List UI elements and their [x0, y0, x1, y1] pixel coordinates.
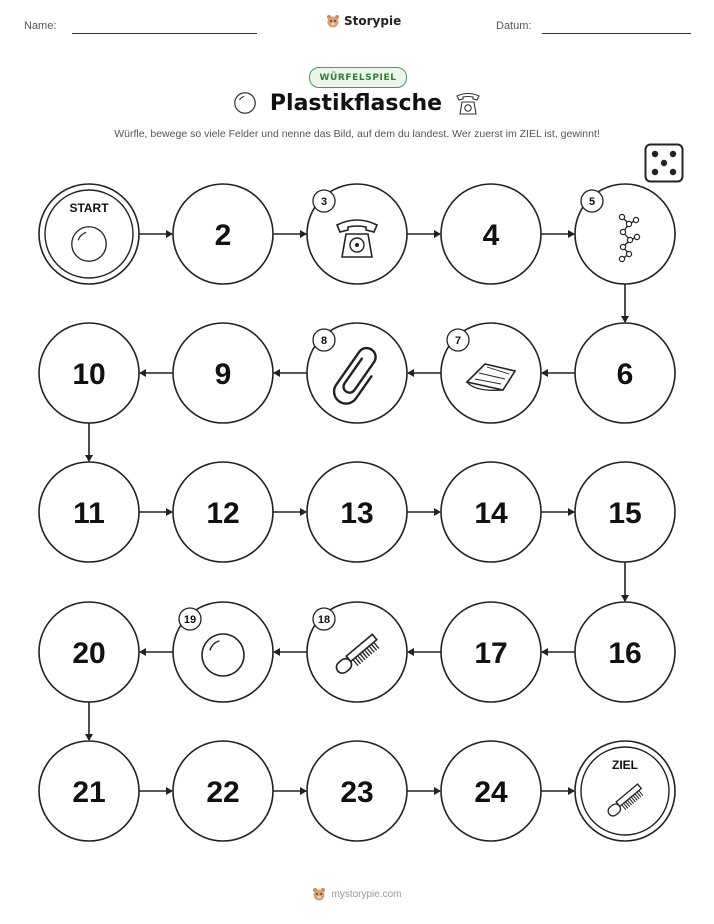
space-badge-number: 5 — [588, 196, 596, 208]
game-type-badge: WÜRFELSPIEL — [309, 67, 407, 88]
start-label: START — [69, 201, 109, 215]
board-space-15[interactable] — [575, 462, 675, 562]
space-number: 16 — [608, 637, 642, 670]
space-number: 6 — [616, 358, 634, 391]
space-number: 22 — [206, 776, 240, 809]
board-space-19[interactable] — [173, 602, 273, 702]
space-badge-number: 7 — [454, 335, 462, 347]
space-number: 9 — [214, 358, 232, 391]
board-space-16[interactable] — [575, 602, 675, 702]
board-space-7[interactable] — [441, 323, 541, 423]
board-space-9[interactable] — [173, 323, 273, 423]
space-number: 15 — [608, 497, 642, 530]
date-label: Datum: — [496, 20, 532, 32]
brand-name: Storypie — [344, 14, 402, 28]
board-space-18[interactable] — [307, 602, 407, 702]
space-number: 14 — [474, 497, 508, 530]
board-space-20[interactable] — [39, 602, 139, 702]
space-number: 4 — [482, 219, 500, 252]
board-space-24[interactable] — [441, 741, 541, 841]
space-number: 13 — [340, 497, 374, 530]
board-space-4[interactable] — [441, 184, 541, 284]
space-badge-number: 3 — [320, 196, 328, 208]
board-space-21[interactable] — [39, 741, 139, 841]
board-space-25[interactable] — [575, 741, 675, 841]
space-number: 12 — [206, 497, 240, 530]
name-label: Name: — [24, 20, 57, 32]
board-space-23[interactable] — [307, 741, 407, 841]
board-space-22[interactable] — [173, 741, 273, 841]
board-space-17[interactable] — [441, 602, 541, 702]
board-space-3[interactable] — [307, 184, 407, 284]
space-number: 21 — [72, 776, 106, 809]
board-space-1[interactable] — [39, 184, 139, 284]
board-space-14[interactable] — [441, 462, 541, 562]
space-badge-number: 18 — [317, 614, 331, 626]
board-space-5[interactable] — [575, 184, 675, 284]
footer-url: mystorypie.com — [331, 888, 402, 900]
space-badge-number: 8 — [320, 335, 328, 347]
board-space-10[interactable] — [39, 323, 139, 423]
space-number: 11 — [73, 497, 105, 530]
board-space-13[interactable] — [307, 462, 407, 562]
space-number: 24 — [474, 776, 508, 809]
space-number: 23 — [340, 776, 374, 809]
space-badge-number: 19 — [183, 614, 197, 626]
space-number: 2 — [214, 219, 232, 252]
space-number: 10 — [72, 358, 106, 391]
goal-label: ZIEL — [612, 758, 638, 772]
board-space-12[interactable] — [173, 462, 273, 562]
footer — [0, 887, 714, 901]
instructions: Würfle, bewege so viele Felder und nenne das Bild, auf dem du landest. Wer zuerst im ZIEL ist, gewinnt! — [114, 128, 600, 140]
board-space-6[interactable] — [575, 323, 675, 423]
board-space-2[interactable] — [173, 184, 273, 284]
bear-mascot-icon — [312, 887, 326, 901]
space-number: 17 — [474, 637, 508, 670]
board-space-11[interactable] — [39, 462, 139, 562]
space-number: 20 — [72, 637, 106, 670]
page-title: Plastikflasche — [269, 90, 443, 116]
board-space-8[interactable] — [307, 323, 407, 423]
